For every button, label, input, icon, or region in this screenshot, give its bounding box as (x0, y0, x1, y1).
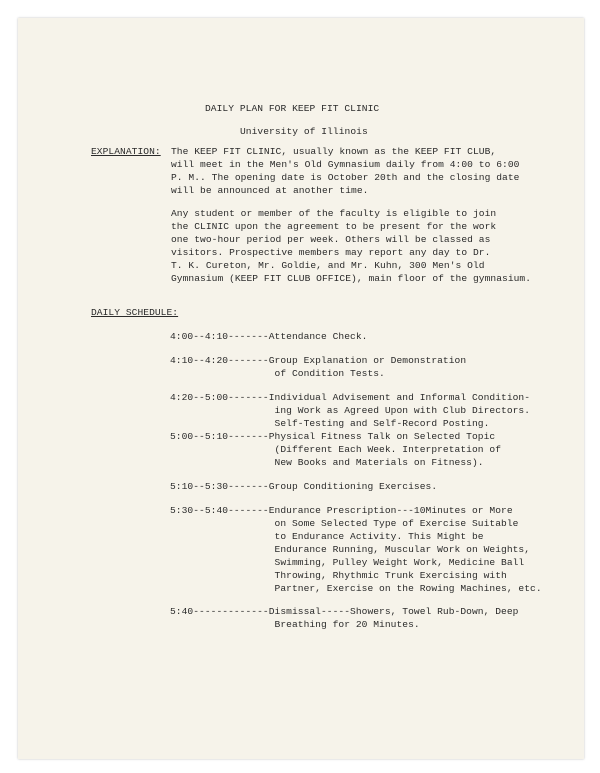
explanation-line: the CLINIC upon the agreement to be present for the work (171, 221, 497, 232)
schedule-line: Partner, Exercise on the Rowing Machines, etc. (170, 583, 542, 594)
schedule-line: 5:10--5:30-------Group Conditioning Exercises. (170, 481, 438, 492)
schedule-line: Swimming, Pulley Weight Work, Medicine Ball (170, 557, 525, 568)
explanation-line: Gymnasium (KEEP FIT CLUB OFFICE), main floor of the gymnasium. (171, 273, 532, 284)
document-title: DAILY PLAN FOR KEEP FIT CLINIC (205, 103, 380, 114)
schedule-line: 4:20--5:00-------Individual Advisement and Informal Condition- (170, 392, 531, 403)
schedule-line: Self-Testing and Self-Record Posting. (170, 418, 490, 429)
explanation-label: EXPLANATION: (91, 146, 161, 157)
schedule-line: to Endurance Activity. This Might be (170, 531, 484, 542)
explanation-line: Any student or member of the faculty is eligible to join (171, 208, 497, 219)
schedule-line: (Different Each Week. Interpretation of (170, 444, 502, 455)
schedule-line: Breathing for 20 Minutes. (170, 619, 420, 630)
document-subtitle: University of Illinois (240, 126, 368, 137)
schedule-line: 4:10--4:20-------Group Explanation or Demonstration (170, 355, 467, 366)
explanation-line: will meet in the Men's Old Gymnasium daily from 4:00 to 6:00 (171, 159, 520, 170)
schedule-line: 5:40-------------Dismissal-----Showers, Towel Rub-Down, Deep (170, 606, 519, 617)
schedule-line: 5:00--5:10-------Physical Fitness Talk on Selected Topic (170, 431, 496, 442)
document-page (18, 18, 584, 759)
schedule-line: Throwing, Rhythmic Trunk Exercising with (170, 570, 507, 581)
schedule-line: 4:00--4:10-------Attendance Check. (170, 331, 368, 342)
explanation-line: P. M.. The opening date is October 20th and the closing date (171, 172, 520, 183)
schedule-line: ing Work as Agreed Upon with Club Directors. (170, 405, 531, 416)
explanation-line: visitors. Prospective members may report any day to Dr. (171, 247, 491, 258)
schedule-label: DAILY SCHEDULE: (91, 307, 179, 318)
schedule-line: New Books and Materials on Fitness). (170, 457, 484, 468)
schedule-line: on Some Selected Type of Exercise Suitable (170, 518, 519, 529)
schedule-line: Endurance Running, Muscular Work on Weights, (170, 544, 531, 555)
explanation-line: T. K. Cureton, Mr. Goldie, and Mr. Kuhn, 300 Men's Old (171, 260, 485, 271)
explanation-line: The KEEP FIT CLINIC, usually known as the KEEP FIT CLUB, (171, 146, 497, 157)
explanation-line: will be announced at another time. (171, 185, 369, 196)
explanation-line: one two-hour period per week. Others will be classed as (171, 234, 491, 245)
schedule-line: 5:30--5:40-------Endurance Prescription---10Minutes or More (170, 505, 513, 516)
schedule-line: of Condition Tests. (170, 368, 385, 379)
